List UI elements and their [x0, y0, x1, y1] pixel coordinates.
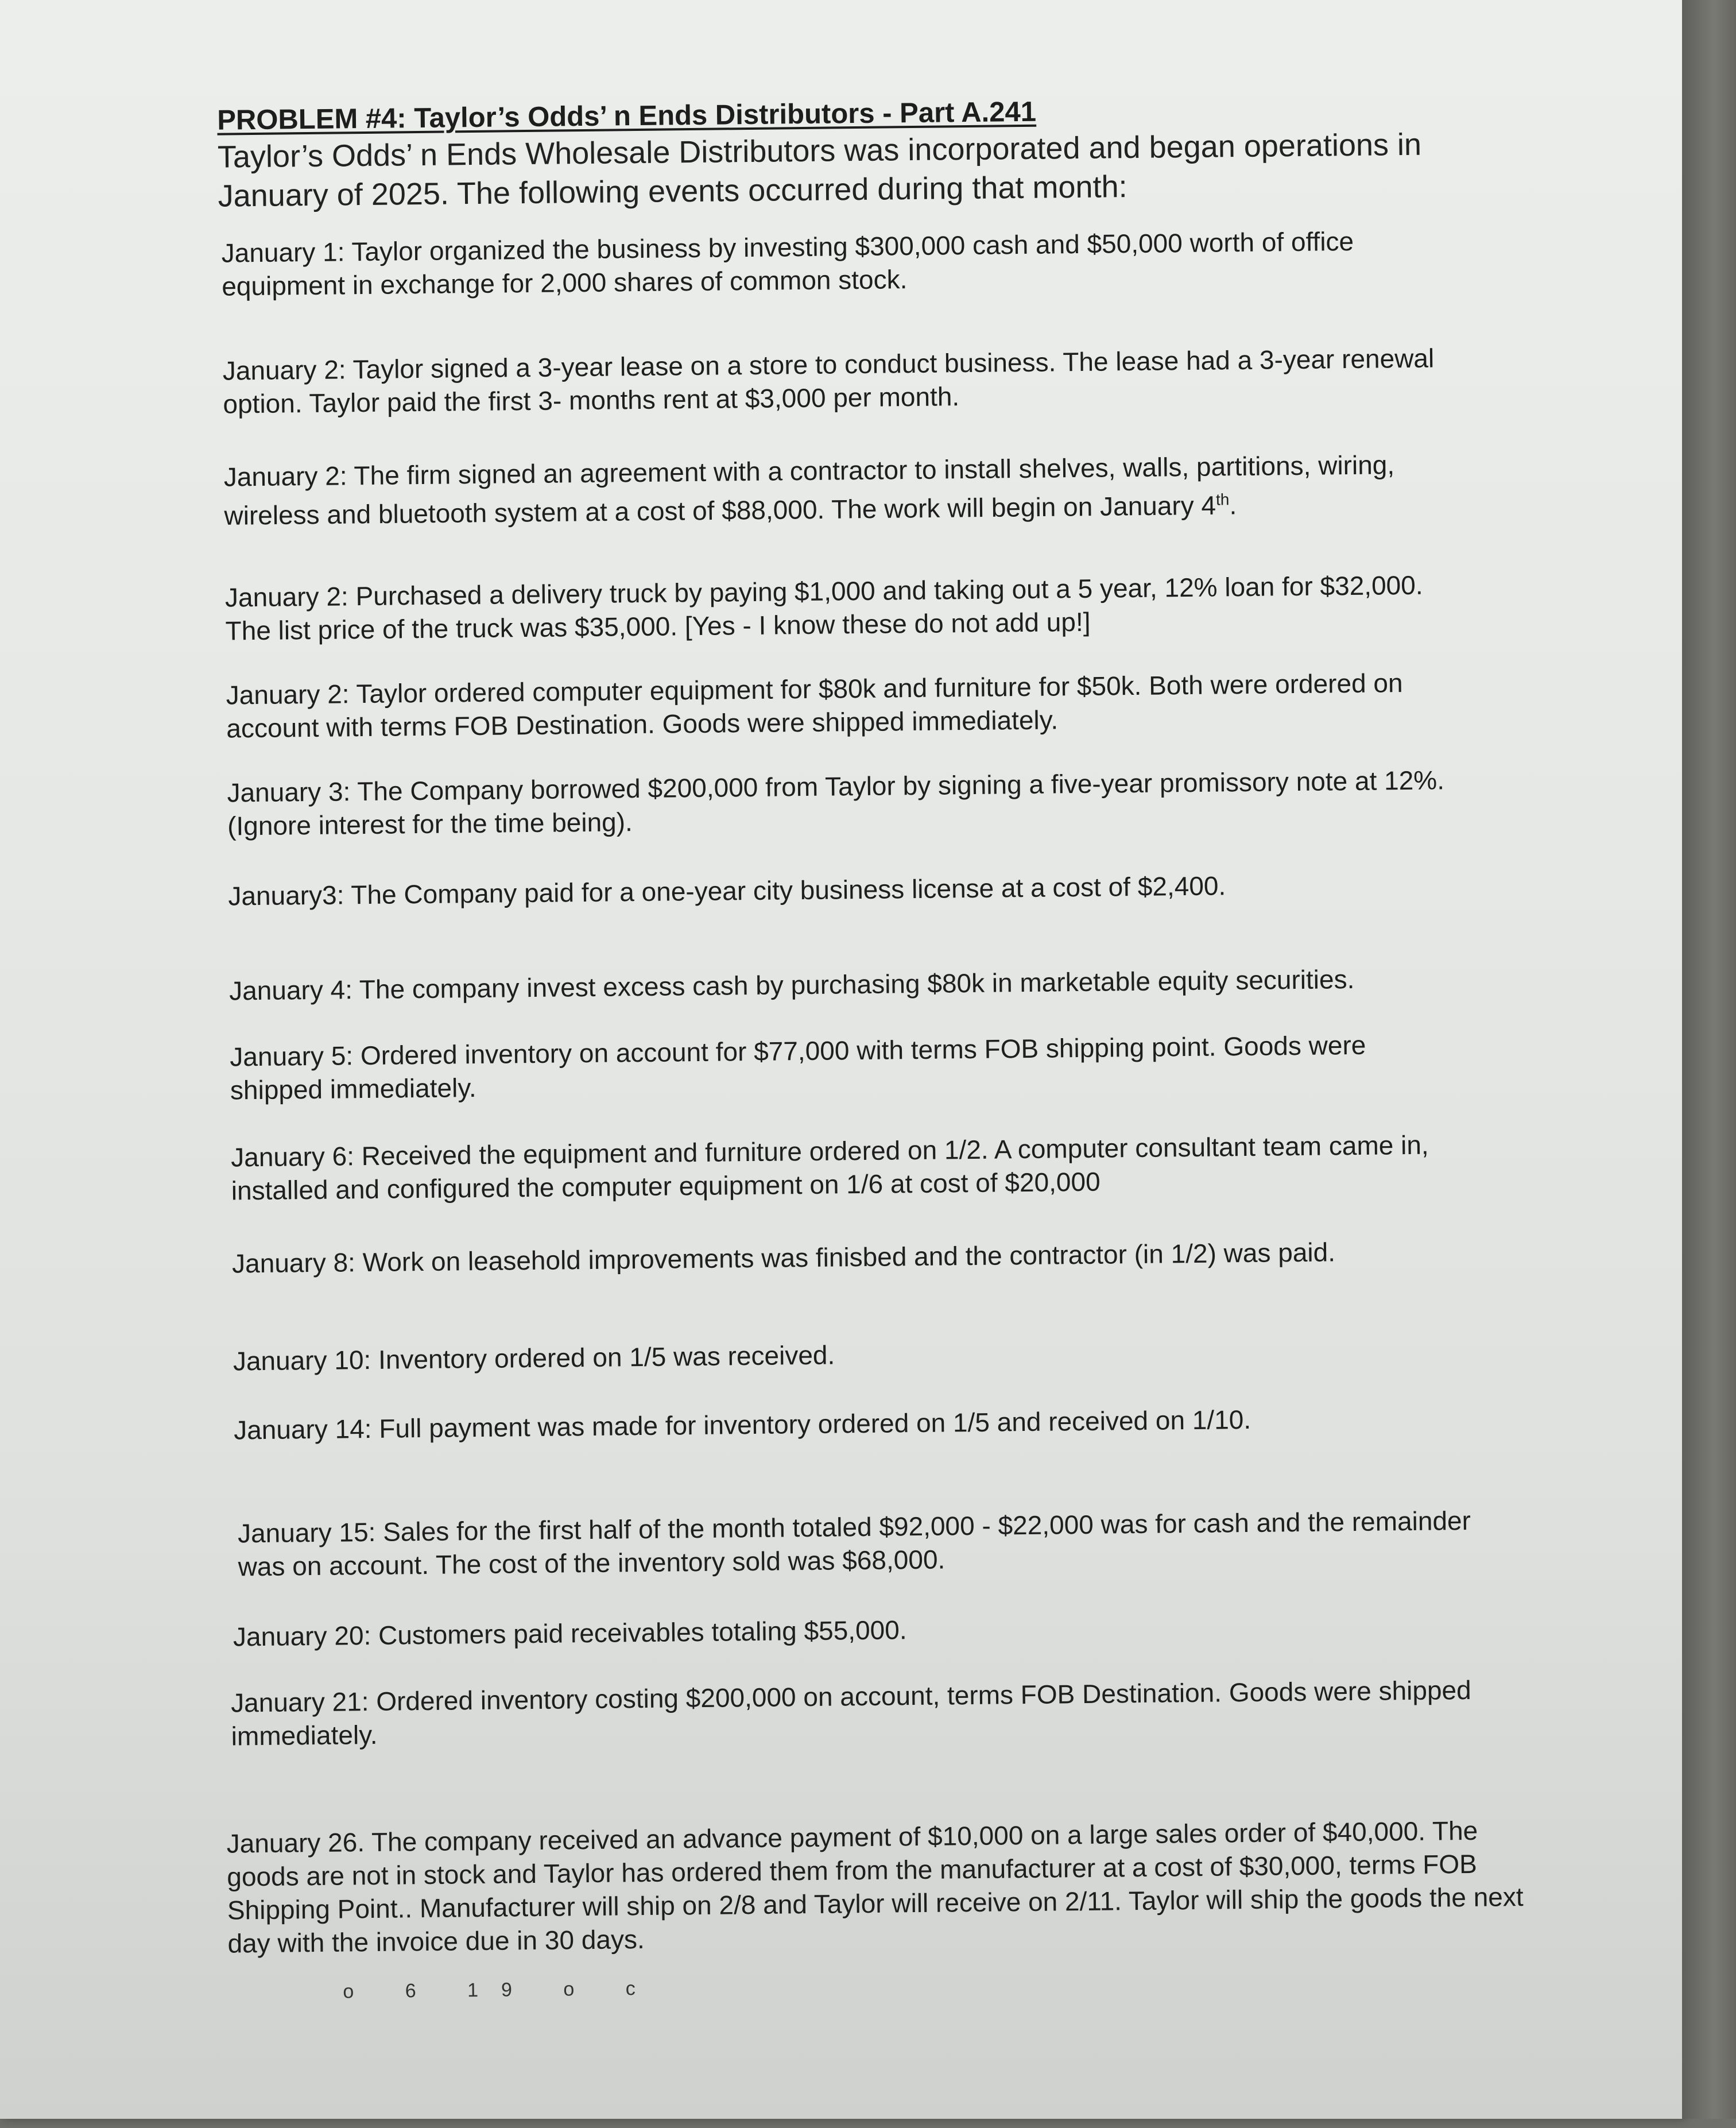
entry-jan-2-lease: January 2: Taylor signed a 3-year lease on a store to conduct business. The lease had a 3-year renewal option. Taylor paid the first 3- months rent at $3,000 per month.	[222, 343, 1435, 419]
entry-jan-2-contractor-text: January 2: The firm signed an agreement with a contractor to install shelves, walls, partitions, wiring, wireless and bluetooth system at a cost of $88,000. The work will begin on January 4	[223, 450, 1395, 531]
entry-jan-8: January 8: Work on leasehold improvements was finisbed and the contractor (in 1/2) was paid.	[231, 1237, 1336, 1279]
entry-jan-15: January 15: Sales for the first half of the month totaled $92,000 - $22,000 was for cash and the remainder was on account. The cost of the inventory sold was $68,000.	[237, 1505, 1471, 1582]
entry-jan-21: January 21: Ordered inventory costing $200,000 on account, terms FOB Destination. Goods were shipped immediately.	[230, 1674, 1471, 1751]
intro-paragraph: Taylor’s Odds’ n Ends Wholesale Distributors was incorporated and began operations in January of 2025. The following events occurred during that month:	[217, 127, 1422, 214]
entry-jan-26: January 26. The company received an advance payment of $10,000 on a large sales order of $40,000. The goods are not in stock and Taylor has ordered them from the manufacturer at a cost of $30,000, terms FOB Shipping Point.. Manufacturer will ship on 2/8 and Taylor will receive on 2/11. Taylor will ship the goods the next day with the invoice due in 30 days.	[226, 1815, 1524, 1959]
entry-jan-2-equipment: January 2: Taylor ordered computer equipment for $80k and furniture for $50k. Both were ordered on account with terms FOB Destination. Goods were shipped immediately.	[226, 668, 1403, 744]
entry-jan-14: January 14: Full payment was made for inventory ordered on 1/5 and received on 1/10.	[233, 1404, 1251, 1445]
entry-jan-1: January 1: Taylor organized the business by investing $300,000 cash and $50,000 worth of office equipment in exchange for 2,000 shares of common stock.	[221, 226, 1354, 301]
entry-jan-6: January 6: Received the equipment and furniture ordered on 1/2. A computer consultant team came in, installed and configured the computer equipment on 1/6 at cost of $20,000	[230, 1129, 1429, 1206]
entry-jan-2-contractor: January 2: The firm signed an agreement with a contractor to install shelves, walls, partitions, wiring, wireless and bluetooth system at a cost of $88,000. The work will begin on January 4th.	[223, 450, 1395, 531]
entry-jan-10: January 10: Inventory ordered on 1/5 was received.	[232, 1340, 835, 1376]
entry-jan-20: January 20: Customers paid receivables totaling $55,000.	[232, 1615, 907, 1652]
superscript-th: th	[1215, 490, 1230, 509]
stray-marks: o 6 19 o c	[343, 1977, 658, 2003]
problem-title: PROBLEM #4: Taylor’s Odds’ n Ends Distributors - Part A.241	[217, 96, 1037, 136]
entry-jan-4: January 4: The company invest excess cash by purchasing $80k in marketable equity securities.	[228, 964, 1355, 1006]
entry-jan-2-truck: January 2: Purchased a delivery truck by paying $1,000 and taking out a 5 year, 12% loan for $32,000. The list price of the truck was $35,000. [Yes - I know these do not add up!]	[224, 570, 1423, 646]
entry-jan-3-loan: January 3: The Company borrowed $200,000 from Taylor by signing a five-year promissory note at 12%. (Ignore interest for the time being).	[227, 765, 1445, 841]
entry-jan-5: January 5: Ordered inventory on account for $77,000 with terms FOB shipping point. Goods were shipped immediately.	[230, 1030, 1366, 1105]
entry-jan-3-license: January3: The Company paid for a one-year city business license at a cost of $2,400.	[228, 870, 1226, 911]
